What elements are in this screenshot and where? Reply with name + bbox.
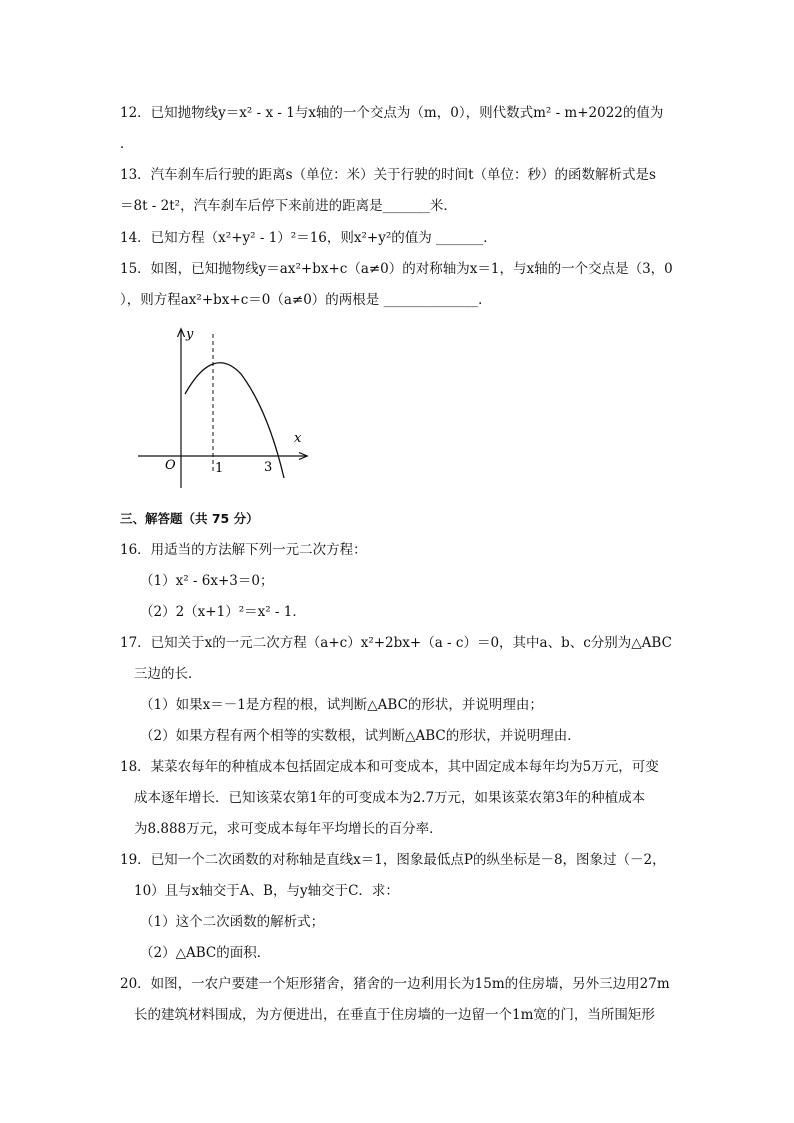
q19-line-2: 10）且与x轴交于A、B，与y轴交于C．求： <box>134 883 399 899</box>
parabola-graph <box>128 322 318 492</box>
origin-label: O <box>165 458 176 473</box>
x-axis-label: x <box>294 431 302 446</box>
q18-line-3: 为8.888万元，求可变成本每年平均增长的百分率． <box>134 821 443 837</box>
q19-part-1: （1）这个二次函数的解析式； <box>140 914 325 930</box>
q18-line-2: 成本逐年增长．已知该菜农第1年的可变成本为2.7万元，如果该菜农第3年的种植成本 <box>134 790 646 806</box>
q19-part-2: （2）△ABC的面积． <box>140 945 271 961</box>
q13-line-2: ＝8t - 2t²，汽车刹车后停下来前进的距离是_______米． <box>120 198 457 214</box>
q15-line-2: ），则方程ax²+bx+c＝0（a≠0）的两根是 ______________． <box>120 292 492 308</box>
q12-line-2: ． <box>120 136 134 152</box>
q12-line-1: 12．已知抛物线y＝x² - x - 1与x轴的一个交点为（m，0），则代数式m² - m+2022的值为 <box>120 105 664 121</box>
q14-line-1: 14．已知方程（x²+y² - 1）²＝16，则x²+y²的值为 _______． <box>120 230 497 246</box>
q18-line-1: 18．某菜农每年的种植成本包括固定成本和可变成本，其中固定成本每年均为5万元，可变 <box>120 759 659 775</box>
section-3-title: 三、解答题（共 75 分） <box>120 511 259 526</box>
q15-line-1: 15．如图，已知抛物线y＝ax²+bx+c（a≠0）的对称轴为x＝1，与x轴的一个交点是（3，0 <box>120 261 673 277</box>
tick-label-3: 3 <box>264 460 273 475</box>
q16-part-2: （2）2（x+1）²＝x² - 1． <box>140 604 306 620</box>
tick-label-1: 1 <box>215 461 224 476</box>
q17-line-1: 17．已知关于x的一元二次方程（a+c）x²+2bx+（a - c）＝0，其中a、b、c分别为△ABC <box>120 635 672 651</box>
q13-line-1: 13．汽车刹车后行驶的距离s（单位：米）关于行驶的时间t（单位：秒）的函数解析式是s <box>120 167 656 183</box>
q20-line-1: 20．如图，一农户要建一个矩形猪舍，猪舍的一边利用长为15m的住房墙，另外三边用27m <box>120 976 670 992</box>
q17-line-2: 三边的长． <box>134 666 202 682</box>
q17-part-2: （2）如果方程有两个相等的实数根，试判断△ABC的形状，并说明理由． <box>140 728 581 744</box>
q19-line-1: 19．已知一个二次函数的对称轴是直线x＝1，图象最低点P的纵坐标是－8，图象过（－2， <box>120 852 666 868</box>
y-axis-label: y <box>186 327 194 342</box>
q16-line-1: 16．用适当的方法解下列一元二次方程： <box>120 542 367 558</box>
q20-line-2: 长的建筑材料围成，为方便进出，在垂直于住房墙的一边留一个1m宽的门，当所围矩形 <box>134 1007 655 1023</box>
q16-part-1: （1）x² - 6x+3＝0； <box>140 573 274 589</box>
q17-part-1: （1）如果x＝－1是方程的根，试判断△ABC的形状，并说明理由； <box>140 697 543 713</box>
